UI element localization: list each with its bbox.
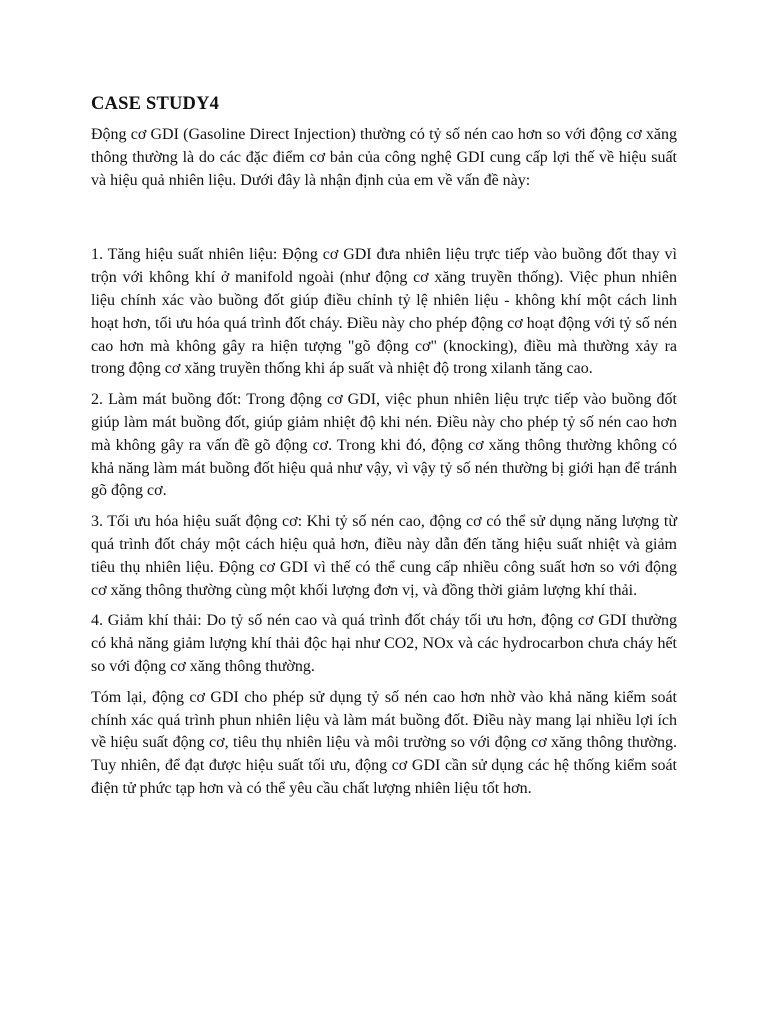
point-emissions: 4. Giảm khí thải: Do tỷ số nén cao và quá trình đốt cháy tối ưu hơn, động cơ GDI thường có khả năng giảm lượng khí thải độc hại như CO2, NOx và các hydrocarbon chưa cháy hết so với động cơ xăng thông thường.	[91, 612, 677, 675]
intro-paragraph: Động cơ GDI (Gasoline Direct Injection) thường có tỷ số nén cao hơn so với động cơ xăng thông thường là do các đặc điểm cơ bản của công nghệ GDI cung cấp lợi thế về hiệu suất và hiệu quả nhiên liệu. Dưới đây là nhận định của em về vấn đề này:	[91, 126, 677, 189]
point-engine-efficiency: 3. Tối ưu hóa hiệu suất động cơ: Khi tỷ số nén cao, động cơ có thể sử dụng năng lượng từ quá trình đốt cháy một cách hiệu quả hơn, điều này dẫn đến tăng hiệu suất nhiệt và giảm tiêu thụ nhiên liệu. Động cơ GDI vì thế có thể cung cấp nhiều công suất hơn so với động cơ xăng thông thường cùng một khối lượng đơn vị, và đồng thời giảm lượng khí thải.	[91, 513, 677, 599]
document-page	[91, 92, 677, 809]
conclusion-paragraph: Tóm lại, động cơ GDI cho phép sử dụng tỷ số nén cao hơn nhờ vào khả năng kiểm soát chính xác quá trình phun nhiên liệu và làm mát buồng đốt. Điều này mang lại nhiều lợi ích về hiệu suất động cơ, tiêu thụ nhiên liệu và môi trường so với động cơ xăng thông thường. Tuy nhiên, để đạt được hiệu suất tối ưu, động cơ GDI cần sử dụng các hệ thống kiểm soát điện tử phức tạp hơn và có thể yêu cầu chất lượng nhiên liệu tốt hơn.	[91, 688, 677, 797]
point-chamber-cooling: 2. Làm mát buồng đốt: Trong động cơ GDI, việc phun nhiên liệu trực tiếp vào buồng đốt giúp làm mát buồng đốt, giúp giảm nhiệt độ khi nén. Điều này cho phép tỷ số nén cao hơn mà không gây ra vấn đề gõ động cơ. Trong khi đó, động cơ xăng thông thường không có khả năng làm mát buồng đốt hiệu quả như vậy, vì vậy tỷ số nén thường bị giới hạn để tránh gõ động cơ.	[91, 391, 677, 500]
document-title: CASE STUDY4	[91, 94, 220, 114]
point-fuel-efficiency: 1. Tăng hiệu suất nhiên liệu: Động cơ GDI đưa nhiên liệu trực tiếp vào buồng đốt thay vì trộn với không khí ở manifold ngoài (như động cơ xăng truyền thống). Việc phun nhiên liệu chính xác vào buồng đốt giúp điều chỉnh tỷ lệ nhiên liệu - không khí một cách linh hoạt hơn, tối ưu hóa quá trình đốt cháy. Điều này cho phép động cơ hoạt động với tỷ số nén cao hơn mà không gây ra hiện tượng "gõ động cơ" (knocking), điều mà thường xảy ra trong động cơ xăng truyền thống khi áp suất và nhiệt độ trong xilanh tăng cao.	[91, 246, 677, 378]
